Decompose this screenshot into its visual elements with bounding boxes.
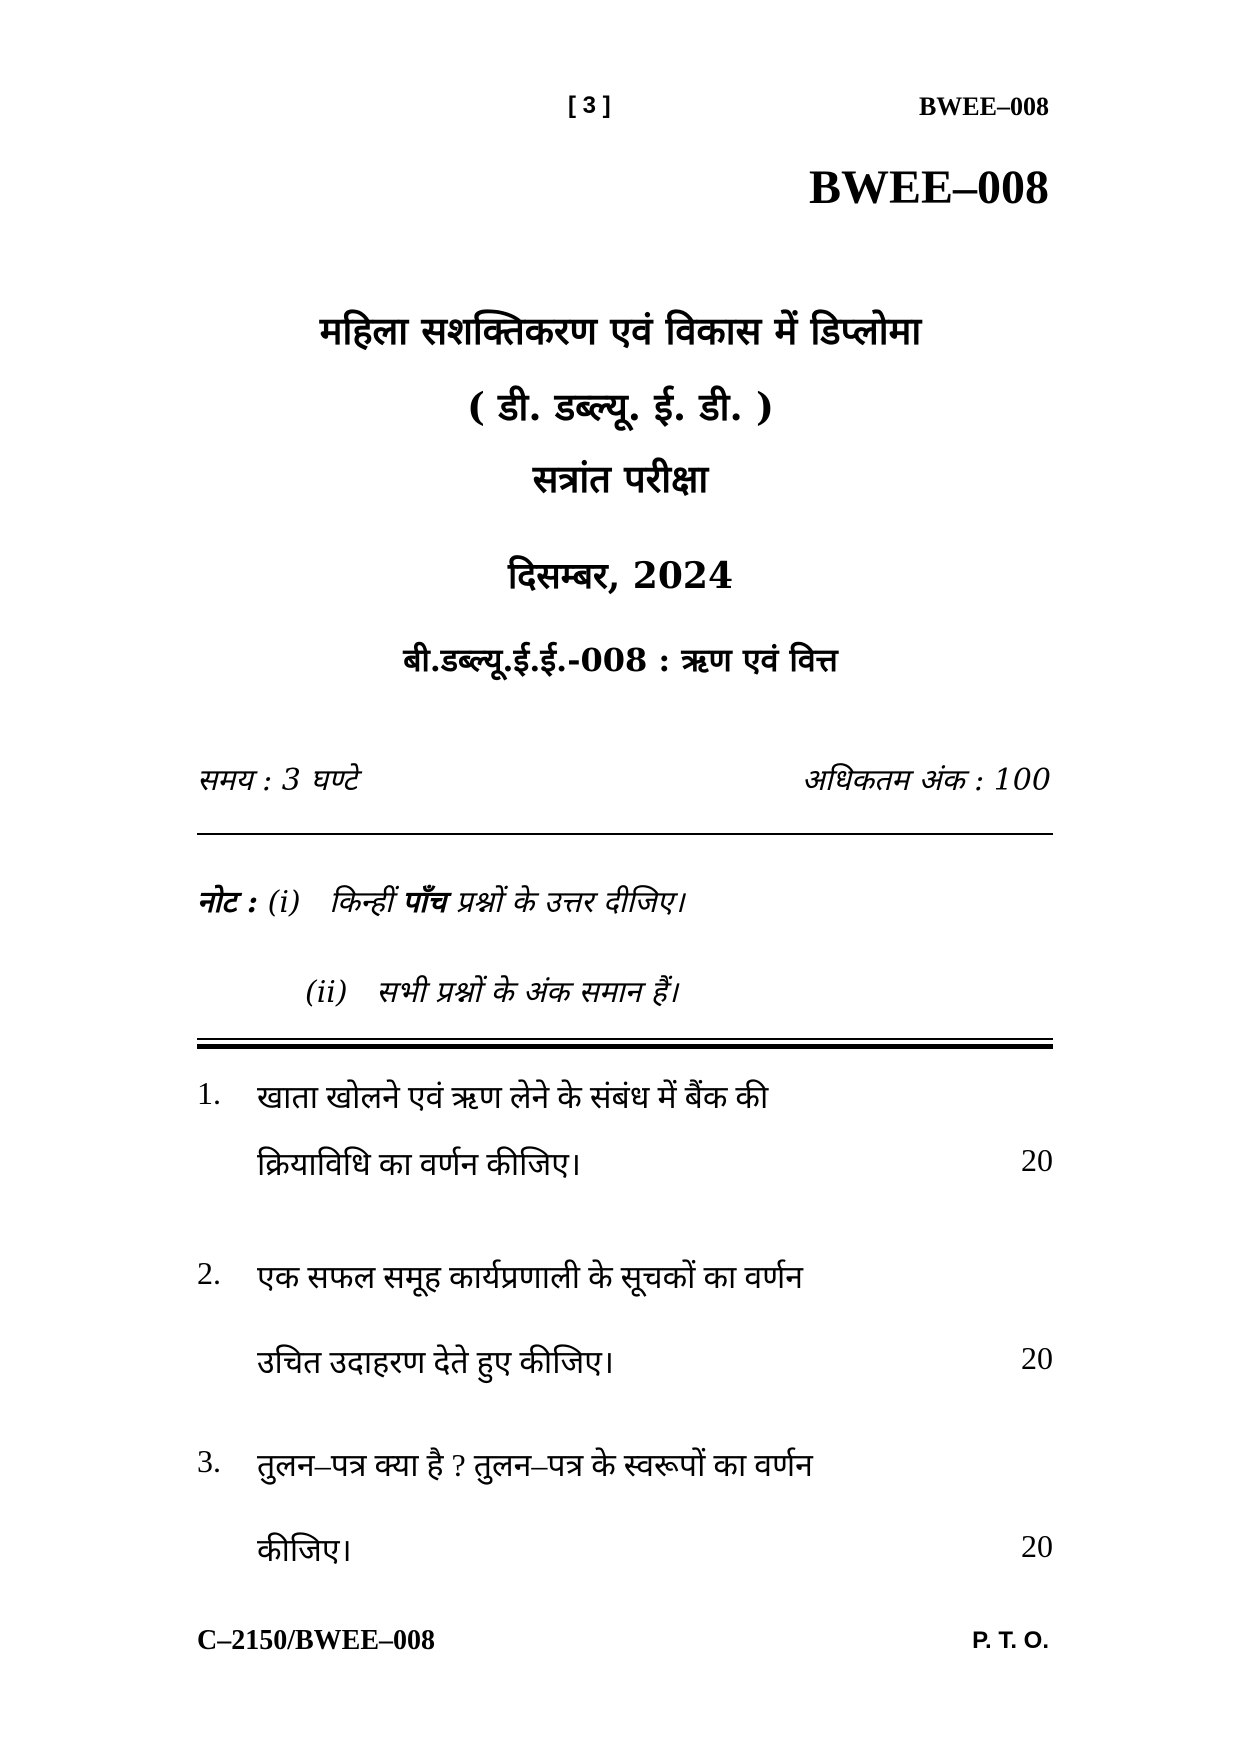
note-item-number: (i) bbox=[267, 885, 301, 920]
note-text: किन्हीं bbox=[329, 885, 393, 920]
question-text: तुलन–पत्र क्या है ? तुलन–पत्र के स्वरूपों का वर्णन bbox=[257, 1447, 813, 1483]
question-text: कीजिए। bbox=[257, 1532, 352, 1568]
note-text: सभी प्रश्नों के अंक समान हैं। bbox=[376, 975, 679, 1010]
page-number: [ 3 ] bbox=[568, 92, 611, 119]
question-number: 3. bbox=[197, 1443, 221, 1479]
paper-code-footer: C–2150/BWEE–008 bbox=[197, 1625, 436, 1656]
question-text: उचित उदाहरण देते हुए कीजिए। bbox=[257, 1344, 615, 1380]
divider bbox=[197, 833, 1053, 835]
program-title: महिला सशक्तिकरण एवं विकास में डिप्लोमा bbox=[319, 308, 922, 353]
exam-type: सत्रांत परीक्षा bbox=[532, 456, 709, 501]
note-label: नोट : bbox=[197, 885, 259, 920]
question-2 bbox=[197, 1255, 1053, 1383]
question-text: क्रियाविधि का वर्णन कीजिए। bbox=[257, 1146, 582, 1182]
note-item-number: (ii) bbox=[305, 975, 348, 1010]
question-number: 1. bbox=[197, 1075, 221, 1111]
course-code-title: BWEE–008 bbox=[808, 161, 1049, 214]
note-emphasis: पाँच bbox=[402, 885, 447, 920]
question-number: 2. bbox=[197, 1255, 221, 1291]
course-subject: बी.डब्ल्यू.ई.ई.-008 : ऋण एवं वित्त bbox=[403, 641, 838, 679]
maximum-marks: अधिकतम अंक : 100 bbox=[801, 763, 1051, 798]
exam-date: दिसम्बर, 2024 bbox=[507, 555, 734, 597]
question-1 bbox=[197, 1075, 1053, 1185]
divider-thick bbox=[197, 1044, 1053, 1049]
please-turn-over: P. T. O. bbox=[972, 1627, 1049, 1654]
divider-thin bbox=[197, 1038, 1053, 1040]
question-marks: 20 bbox=[1021, 1142, 1053, 1178]
question-marks: 20 bbox=[1021, 1340, 1053, 1376]
note-instruction-1 bbox=[197, 880, 685, 921]
question-3 bbox=[197, 1443, 1053, 1571]
program-abbreviation: ( डी. डब्ल्यू. ई. डी. ) bbox=[467, 384, 774, 429]
question-text: खाता खोलने एवं ऋण लेने के संबंध में बैंक की bbox=[257, 1079, 769, 1115]
course-code-header: BWEE–008 bbox=[918, 92, 1049, 121]
question-text: एक सफल समूह कार्यप्रणाली के सूचकों का वर्णन bbox=[257, 1259, 804, 1295]
question-marks: 20 bbox=[1021, 1528, 1053, 1564]
time-allowed: समय : 3 घण्टे bbox=[197, 763, 358, 798]
note-text: प्रश्नों के उत्तर दीजिए। bbox=[455, 885, 685, 920]
note-instruction-2 bbox=[305, 970, 678, 1011]
